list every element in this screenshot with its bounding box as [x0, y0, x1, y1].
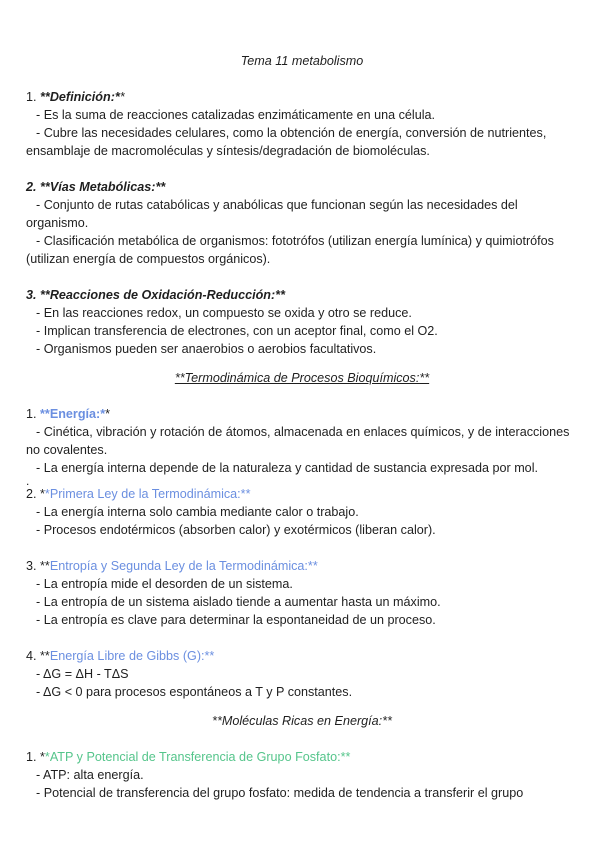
bullet-item: - En las reacciones redox, un compuesto se oxida y otro se reduce. — [36, 306, 412, 320]
spacer — [26, 268, 578, 286]
bullet-item: - Procesos endotérmicos (absorben calor) y exotérmicos (liberan calor). — [36, 523, 436, 537]
section-atp — [26, 748, 578, 802]
heading-prefix: ** — [40, 649, 50, 663]
section-heading — [26, 647, 578, 665]
section-heading — [26, 286, 578, 304]
bullet-item: - Cinética, vibración y rotación de átomos, almacenada en enlaces químicos, y de interacciones no covalentes. — [26, 425, 570, 457]
heading-tail: * — [119, 90, 125, 104]
item-number: 4. — [26, 649, 37, 663]
document-page — [26, 52, 578, 802]
section-primera-ley — [26, 485, 578, 539]
bullet-item: - Cubre las necesidades celulares, como la obtención de energía, conversión de nutrientes, ensamblaje de macromoléculas y síntesis/degradación de biomoléculas. — [26, 126, 547, 158]
section-entropia — [26, 557, 578, 629]
bullet-item: - La entropía de un sistema aislado tiende a aumentar hasta un máximo. — [36, 595, 441, 609]
bullet-item: - Organismos pueden ser anaerobios o aerobios facultativos. — [36, 342, 377, 356]
section-heading — [26, 557, 578, 575]
spacer — [26, 70, 578, 88]
bullet-item: - Potencial de transferencia del grupo fosfato: medida de tendencia a transferir el grupo — [36, 786, 524, 800]
section-vias-metabolicas — [26, 178, 578, 268]
item-number: 3. — [26, 559, 37, 573]
item-number: 1. — [26, 407, 37, 421]
heading-text: *Primera Ley de la Termodinámica:** — [44, 487, 251, 501]
bullet-item: - La entropía mide el desorden de un sistema. — [36, 577, 293, 591]
heading-prefix: ** — [40, 559, 50, 573]
bullet-item: - Conjunto de rutas catabólicas y anabólicas que funcionan según las necesidades del organismo. — [26, 198, 518, 230]
section-heading — [26, 748, 578, 766]
bullet-item: - ATP: alta energía. — [36, 768, 144, 782]
section-gibbs — [26, 647, 578, 701]
spacer — [26, 730, 578, 748]
heading-text: **Reacciones de Oxidación-Reducción:** — [40, 288, 285, 302]
bullet-item: - ΔG = ΔH - TΔS — [36, 667, 129, 681]
item-number: 1. — [26, 750, 37, 764]
bullet-item: - La entropía es clave para determinar la espontaneidad de un proceso. — [36, 613, 436, 627]
bullet-item: - ΔG < 0 para procesos espontáneos a T y P constantes. — [36, 685, 353, 699]
heading-text: **Definición:* — [40, 90, 120, 104]
bullet-item: - Implican transferencia de electrones, con un aceptor final, como el O2. — [36, 324, 438, 338]
heading-text: Entropía y Segunda Ley de la Termodinámica:** — [49, 559, 318, 573]
item-number: 1. — [26, 90, 37, 104]
section-heading — [26, 485, 578, 503]
section-title-termodinamica: **Termodinámica de Procesos Bioquímicos:** — [174, 371, 430, 385]
bullet-item: - Clasificación metabólica de organismos: fototrófos (utilizan energía lumínica) y quimiotrófos (utilizan energía de compuestos orgánicos). — [26, 234, 554, 266]
bullet-item: - Es la suma de reacciones catalizadas enzimáticamente en una célula. — [36, 108, 436, 122]
stray-period: . — [26, 474, 30, 488]
section-heading — [26, 405, 578, 423]
section-energia — [26, 405, 578, 488]
bullet-item: - La energía interna depende de la naturaleza y cantidad de sustancia expresada por mol. — [36, 461, 538, 475]
spacer — [26, 701, 578, 712]
section-redox — [26, 286, 578, 358]
section-heading — [26, 88, 578, 106]
spacer — [26, 629, 578, 647]
heading-text: Energía Libre de Gibbs (G):** — [49, 649, 215, 663]
spacer — [26, 160, 578, 178]
heading-text: **Vías Metabólicas:** — [40, 180, 166, 194]
item-number: 3. — [26, 288, 37, 302]
heading-tail: * — [105, 407, 111, 421]
spacer — [26, 539, 578, 557]
section-title-moleculas: **Moléculas Ricas en Energía:** — [212, 714, 392, 728]
spacer — [26, 358, 578, 369]
spacer — [26, 387, 578, 405]
heading-text: *ATP y Potencial de Transferencia de Grupo Fosfato:** — [44, 750, 351, 764]
heading-text: **Energía:* — [40, 407, 106, 421]
section-definicion — [26, 88, 578, 160]
item-number: 2. — [26, 180, 37, 194]
item-number: 2. — [26, 487, 37, 501]
heading-prefix: * — [40, 750, 45, 764]
document-title: Tema 11 metabolismo — [240, 54, 364, 68]
section-heading — [26, 178, 578, 196]
heading-prefix: * — [40, 487, 45, 501]
bullet-item: - La energía interna solo cambia mediante calor o trabajo. — [36, 505, 359, 519]
